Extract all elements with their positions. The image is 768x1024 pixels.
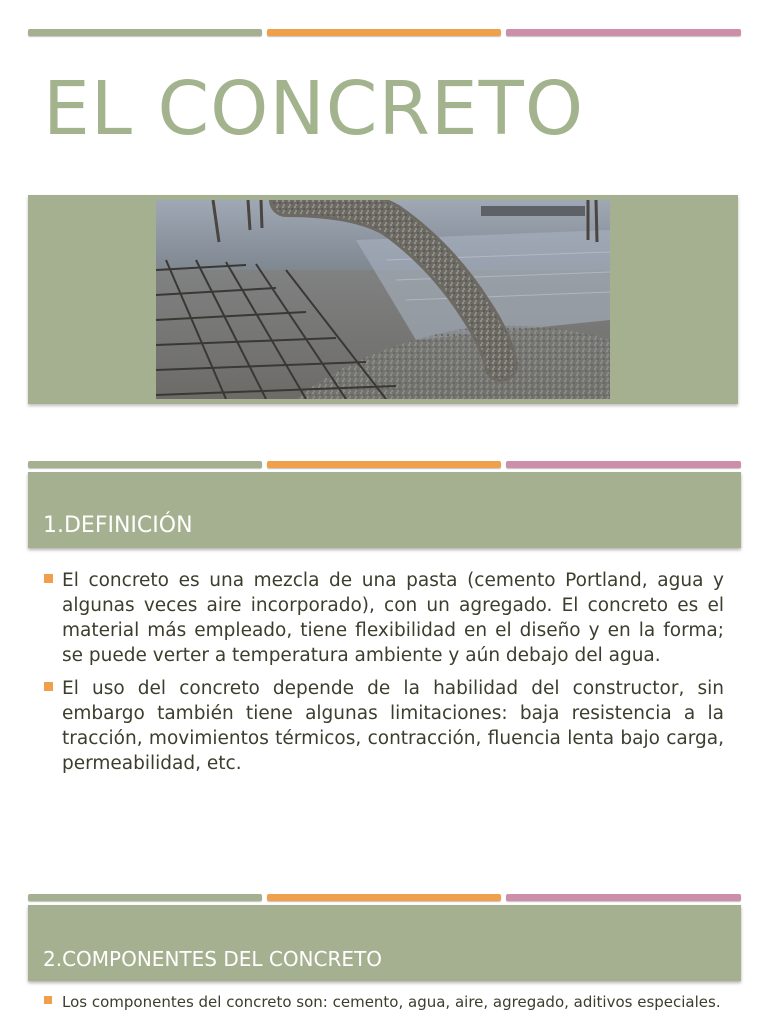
accent-bar-orange [267,894,501,901]
section-heading: 2.COMPONENTES DEL CONCRETO [43,947,382,971]
accent-bar-green [28,894,262,901]
accent-bars-section2 [28,894,741,902]
accent-bar-orange [267,461,501,468]
definition-bullets [44,568,724,784]
bullet-square-icon [44,574,53,583]
bullet-text: El concreto es una mezcla de una pasta (cemento Portland, agua y algunas veces aire incorporado), con un agregado. El concreto es el material más empleado, tiene flexibilidad en el diseño y en la forma; se puede verter a temperatura ambiente y aún debajo del agua. [62,570,724,666]
list-item [44,568,724,668]
section-header-definicion [28,472,741,548]
bullet-text: Los componentes del concreto son: cemento, agua, aire, agregado, aditivos especiales. [62,993,721,1011]
accent-bar-pink [506,461,741,468]
bullet-text: El uso del concreto depende de la habilidad del constructor, sin embargo también tiene algunas limitaciones: baja resistencia a la tracción, movimientos térmicos, contracción, fluencia lenta bajo carga, permeabilidad, etc. [62,678,724,774]
components-bullets [44,993,724,1011]
section-header-componentes [28,905,741,981]
concrete-pour-photo [156,200,610,399]
bullet-square-icon [44,996,52,1004]
accent-bar-pink [506,894,741,901]
accent-bar-pink [506,29,741,36]
accent-bars-top [28,29,741,37]
photo-panel [28,195,738,404]
accent-bar-orange [267,29,501,36]
list-item [44,676,724,776]
section-heading: 1.DEFINICIÓN [43,513,193,538]
list-item [44,993,724,1011]
accent-bar-green [28,29,262,36]
accent-bar-green [28,461,262,468]
slide-title: EL CONCRETO [43,66,585,152]
accent-bars-section1 [28,461,741,469]
bullet-square-icon [44,682,53,691]
